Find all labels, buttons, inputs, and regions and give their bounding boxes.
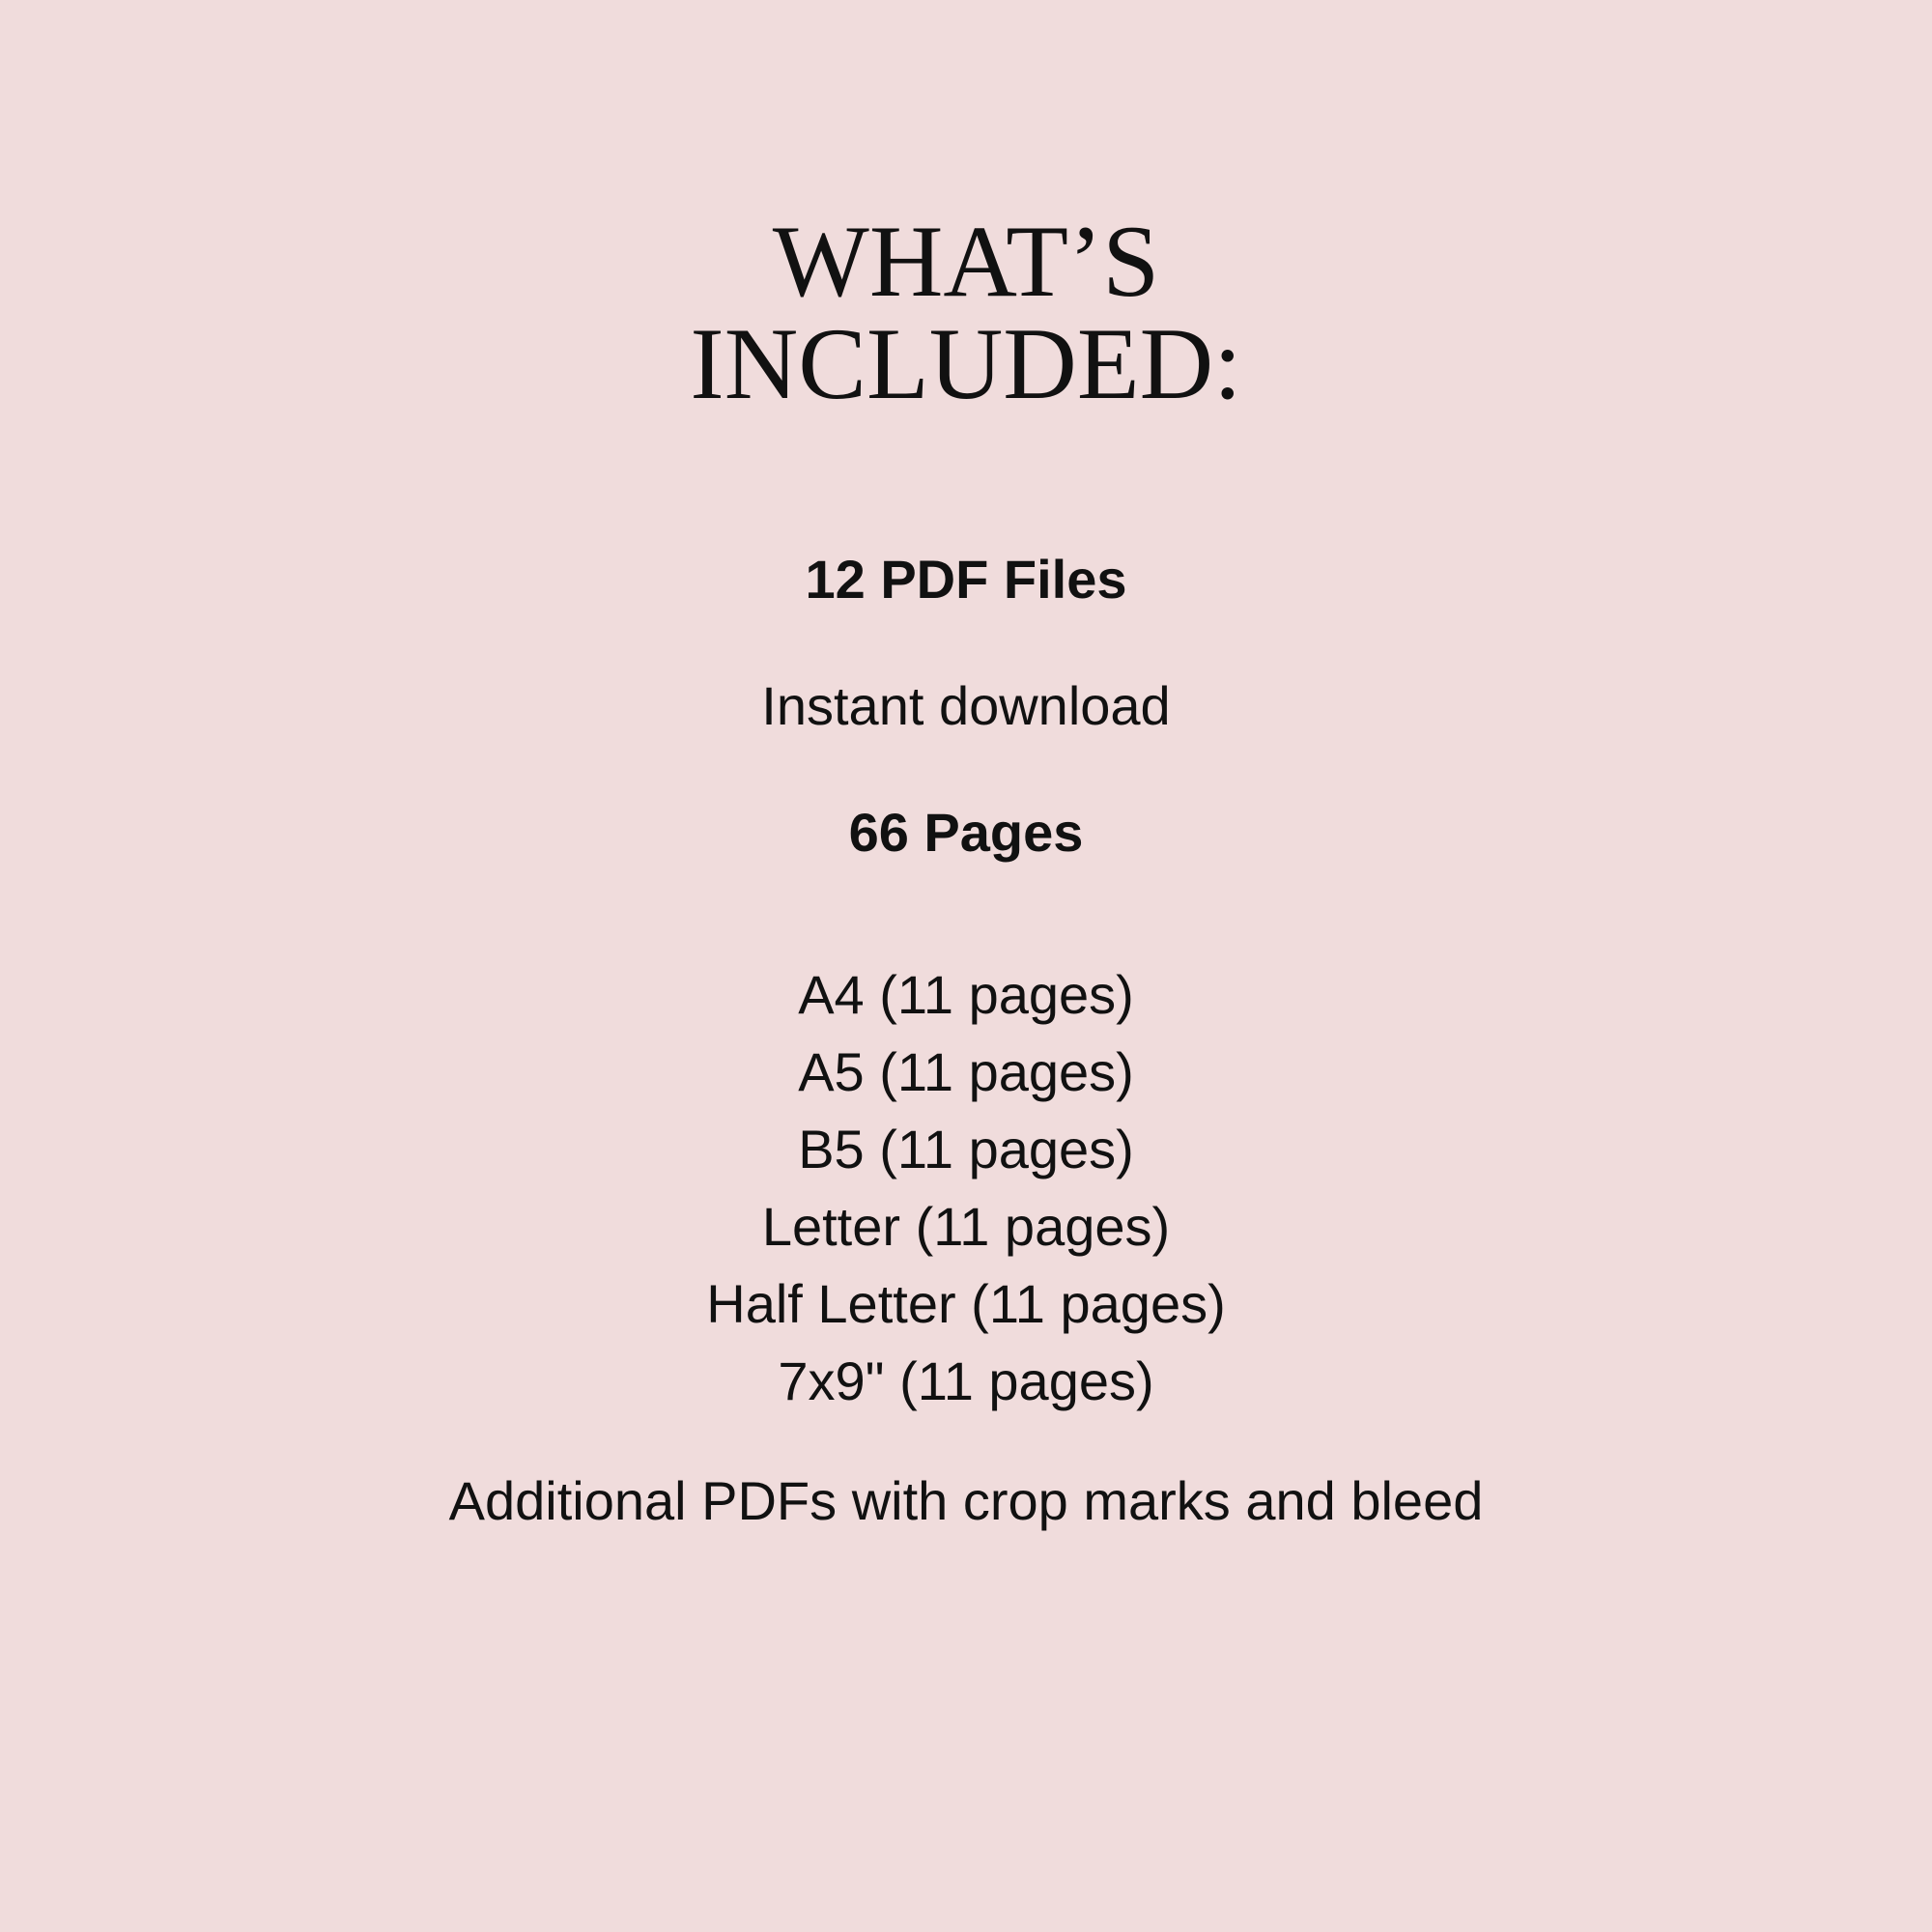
bleed-note: Additional PDFs with crop marks and bleed xyxy=(448,1470,1484,1531)
size-item-half-letter: Half Letter (11 pages) xyxy=(706,1273,1226,1334)
file-count: 12 PDF Files xyxy=(805,549,1127,610)
page-count: 66 Pages xyxy=(848,802,1084,863)
title-line-1: WHAT’S xyxy=(772,205,1160,318)
size-list xyxy=(0,956,1932,1420)
size-item-7x9: 7x9" (11 pages) xyxy=(778,1350,1154,1411)
size-item-b5: B5 (11 pages) xyxy=(798,1119,1134,1179)
page-title xyxy=(0,205,1932,420)
size-item-a5: A5 (11 pages) xyxy=(798,1041,1134,1102)
size-item-letter: Letter (11 pages) xyxy=(761,1196,1171,1257)
size-item-a4: A4 (11 pages) xyxy=(798,964,1134,1025)
title-line-2: INCLUDED: xyxy=(690,307,1242,420)
download-note: Instant download xyxy=(761,675,1171,736)
